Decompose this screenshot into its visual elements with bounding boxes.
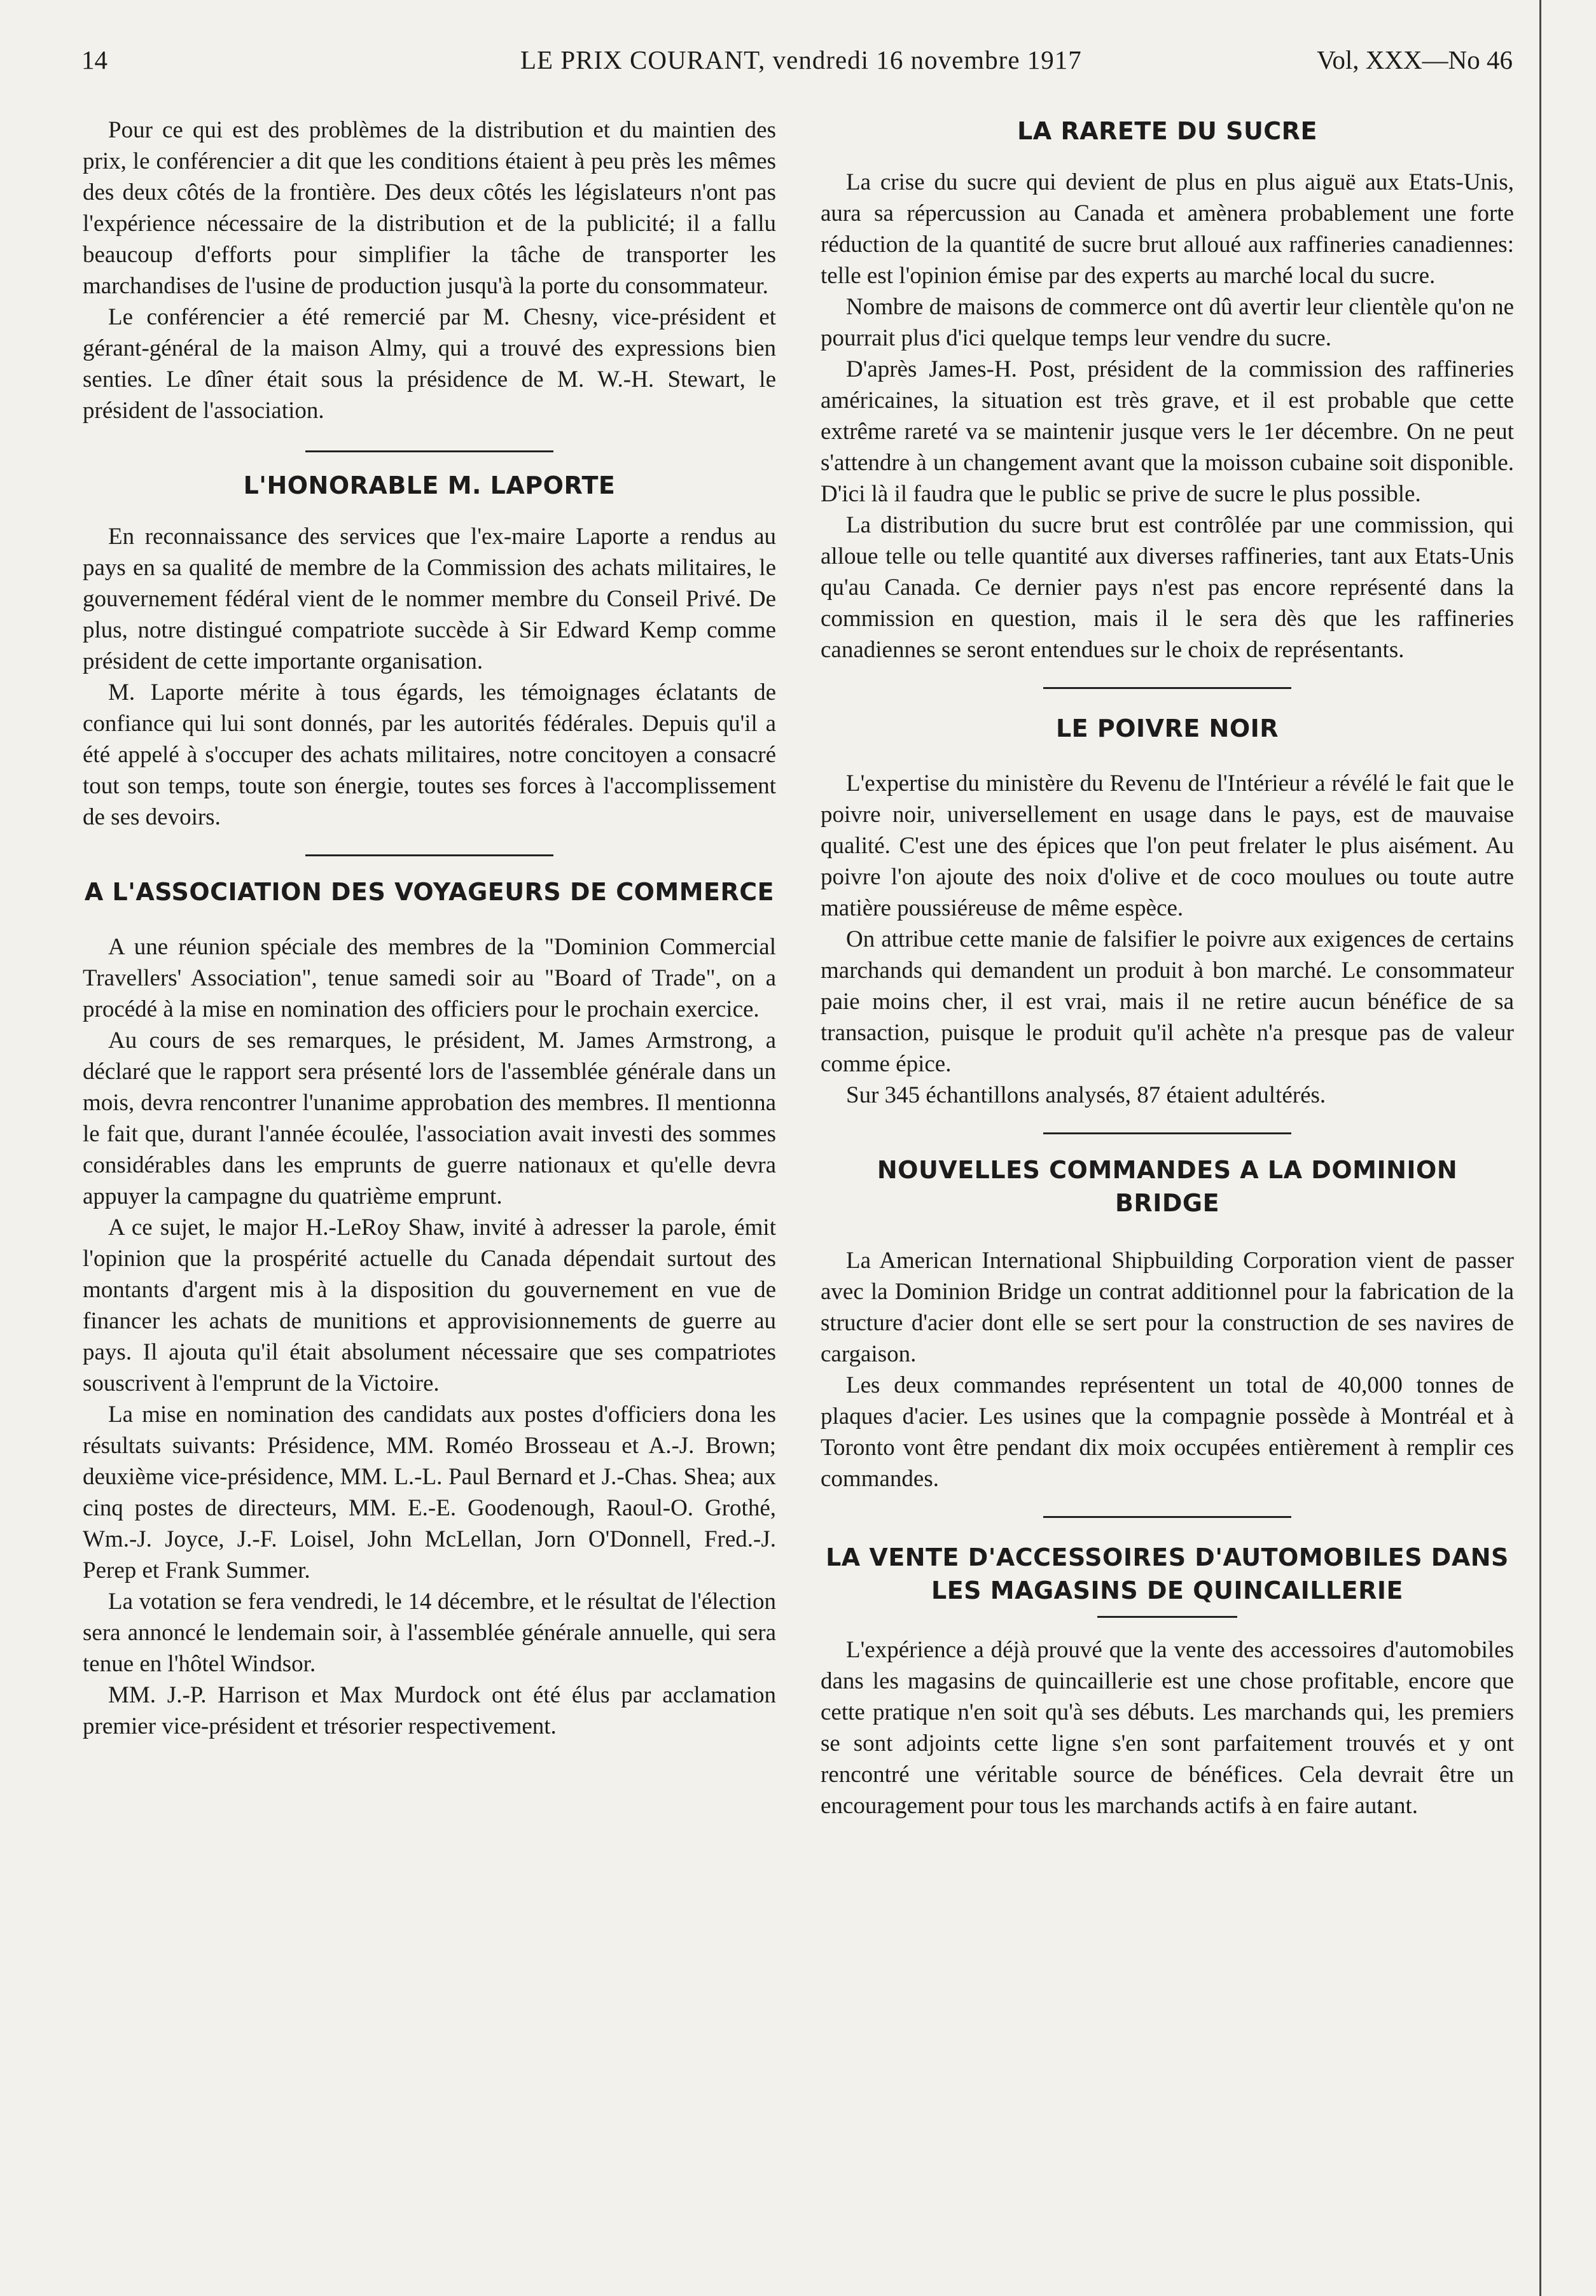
article-laporte xyxy=(83,469,776,833)
article-paragraph: A ce sujet, le major H.-LeRoy Shaw, invité à adresser la parole, émit l'opinion que la prospérité actuelle du Canada dépendait surtout des montants d'argent mis à la disposition du gouvernement en vue de financer les achats de munitions et approvisionnements de guerre au pays. Il ajouta qu'il était absolument nécessaire que ses compatriotes souscrivent à l'emprunt de la Victoire. xyxy=(83,1214,776,1396)
article-title: LA RARETE DU SUCRE xyxy=(1017,117,1317,145)
article-paragraph: La distribution du sucre brut est contrôlée par une commission, qui alloue telle ou telle quantité aux diverses raffineries, tant aux Etats-Unis qu'au Canada. Ce dernier pays n'est pas encore représenté dans la commission en question, mais il le sera dès que les raffineries canadiennes se seront entendues sur le choix de représentants. xyxy=(821,512,1514,663)
article-title: LE POIVRE NOIR xyxy=(1055,714,1279,742)
section-rule xyxy=(1043,687,1291,689)
article-title: A L'ASSOCIATION DES VOYAGEURS DE COMMERCE xyxy=(84,878,775,906)
volume-number: Vol, XXX—No 46 xyxy=(1317,45,1513,74)
article-paragraph: On attribue cette manie de falsifier le poivre aux exigences de certains marchands qui demandent un produit à bon marché. Le consommateur paie moins cher, il est vrai, mais il ne retire aucun bénéfice de sa transaction, puisque le produit qu'il achète n'a presque pas de valeur comme épice. xyxy=(821,926,1514,1077)
article-paragraph: MM. J.-P. Harrison et Max Murdock ont été élus par acclamation premier vice-président et trésorier respectivement. xyxy=(83,1682,776,1739)
article-voyageurs xyxy=(83,875,776,1742)
article-poivre xyxy=(821,712,1514,1111)
article-paragraph: Au cours de ses remarques, le président, M. James Armstrong, a déclaré que le rapport sera présenté lors de l'assemblée générale dans un mois, devra rencontrer l'unanime approbation des membres. Il mentionna le fait que, durant l'année écoulée, l'association avait investi des sommes considérables dans les emprunts de guerre nationaux et qu'elle devra appuyer la campagne du quatrième emprunt. xyxy=(83,1027,776,1209)
article-paragraph: A une réunion spéciale des membres de la "Dominion Commercial Travellers' Association", tenue samedi soir au "Board of Trade", on a procédé à la mise en nomination des officiers pour le prochain exercice. xyxy=(83,934,776,1022)
section-rule xyxy=(1043,1132,1291,1134)
article-paragraph: La votation se fera vendredi, le 14 décembre, et le résultat de l'élection sera annoncé le lendemain soir, à l'assemblée générale annuelle, qui sera tenue en l'hôtel Windsor. xyxy=(83,1589,776,1677)
page-edge-line xyxy=(1539,0,1541,2296)
section-rule xyxy=(1043,1516,1291,1518)
section-rule xyxy=(305,854,553,856)
article-distribution xyxy=(83,115,776,426)
article-title: L'HONORABLE M. LAPORTE xyxy=(243,471,616,499)
article-dominion-bridge xyxy=(821,1153,1514,1494)
article-paragraph: M. Laporte mérite à tous égards, les témoignages éclatants de confiance qui lui sont donnés, par les autorités fédérales. Depuis qu'il a été appelé à s'occuper des achats militaires, notre concitoyen a consacré tout son temps, toute son énergie, toutes ses forces à l'accomplissement de ses devoirs. xyxy=(83,679,776,830)
right-column xyxy=(821,115,1514,2265)
article-paragraph: La American International Shipbuilding Corporation vient de passer avec la Dominion Bridge un contrat additionnel pour la fabrication de la structure d'acier dont elle se sert pour la construction de ses navires de cargaison. xyxy=(821,1248,1514,1367)
article-sucre xyxy=(821,115,1514,665)
publication-title: LE PRIX COURANT, vendredi 16 novembre 1917 xyxy=(520,45,1082,74)
article-paragraph: La crise du sucre qui devient de plus en plus aiguë aux Etats-Unis, aura sa répercussion au Canada et amènera probablement une forte réduction de la quantité de sucre brut alloué aux raffineries canadiennes: telle est l'opinion émise par des experts au marché local du sucre. xyxy=(821,169,1514,289)
left-column xyxy=(83,115,776,2265)
article-paragraph: Le conférencier a été remercié par M. Chesny, vice-président et gérant-général de la maison Almy, qui a trouvé des expressions bien senties. Le dîner était sous la présidence de M. W.-H. Stewart, le président de l'association. xyxy=(83,304,776,424)
article-title: NOUVELLES COMMANDES A LA DOMINION BRIDGE xyxy=(877,1156,1458,1217)
running-header xyxy=(81,45,1513,89)
article-paragraph: La mise en nomination des candidats aux postes d'officiers dona les résultats suivants: Présidence, MM. Roméo Brosseau et A.-J. Brown; deuxième vice-présidence, MM. L.-L. Paul Bernard et J.-Chas. Shea; aux cinq postes de directeurs, MM. E.-E. Goodenough, Raoul-O. Grothé, Wm.-J. Joyce, J.-F. Loisel, John McLellan, Jorn O'Donnell, Fred.-J. Perep et Frank Summer. xyxy=(83,1402,776,1583)
article-paragraph: Pour ce qui est des problèmes de la distribution et du maintien des prix, le conférencier a dit que les conditions étaient à peu près les mêmes des deux côtés de la frontière. Des deux côtés les législateurs n'ont pas l'expérience nécessaire de la distribution et de la publicité; il a fallu beaucoup d'efforts pour simplifier la tâche de transporter les marchandises de l'usine de production jusqu'à la porte du consommateur. xyxy=(83,117,776,299)
article-accessoires xyxy=(821,1541,1514,1821)
article-paragraph: D'après James-H. Post, président de la commission des raffineries américaines, la situation est très grave, et il est probable que cette extrême rareté va se maintenir jusque vers le 1er décembre. On ne peut s'attendre à un changement avant que la moisson cubaine soit disponible. D'ici là il faudra que le public se prive de sucre le plus possible. xyxy=(821,356,1514,507)
article-paragraph: L'expertise du ministère du Revenu de l'Intérieur a révélé le fait que le poivre noir, universellement en usage dans le pays, est de mauvaise qualité. C'est une des épices que l'on peut frelater le plus aisément. Au poivre l'on ajoute des noix d'olive et de coco moulues ou toute autre matière poussiéreuse de même espèce. xyxy=(821,770,1514,921)
article-paragraph: En reconnaissance des services que l'ex-maire Laporte a rendus au pays en sa qualité de membre de la Commission des achats militaires, le gouvernement fédéral vient de le nommer membre du Conseil Privé. De plus, notre distingué compatriote succède à Sir Edward Kemp comme président de cette importante organisation. xyxy=(83,524,776,674)
article-paragraph: Nombre de maisons de commerce ont dû avertir leur clientèle qu'on ne pourrait plus d'ici quelque temps leur vendre du sucre. xyxy=(821,294,1514,351)
article-title: LA VENTE D'ACCESSOIRES D'AUTOMOBILES DANS LES MAGASINS DE QUINCAILLERIE xyxy=(826,1543,1509,1604)
section-rule xyxy=(1097,1616,1237,1618)
section-rule xyxy=(305,450,553,452)
page-number: 14 xyxy=(81,45,108,74)
article-paragraph: Les deux commandes représentent un total de 40,000 tonnes de plaques d'acier. Les usines que la compagnie possède à Montréal et à Toronto vont être pendant dix moix occupées entièrement à remplir ces commandes. xyxy=(821,1372,1514,1492)
article-paragraph: L'expérience a déjà prouvé que la vente des accessoires d'automobiles dans les magasins de quincaillerie est une chose profitable, encore que cette pratique n'en soit qu'à ses débuts. Les marchands qui, les premiers se sont adjoints cette ligne s'en sont parfaitement trouvés et y ont rencontré une véritable source de bénéfices. Cela devrait être un encouragement pour tous les marchands actifs à en faire autant. xyxy=(821,1637,1514,1819)
article-paragraph: Sur 345 échantillons analysés, 87 étaient adultérés. xyxy=(846,1082,1326,1108)
